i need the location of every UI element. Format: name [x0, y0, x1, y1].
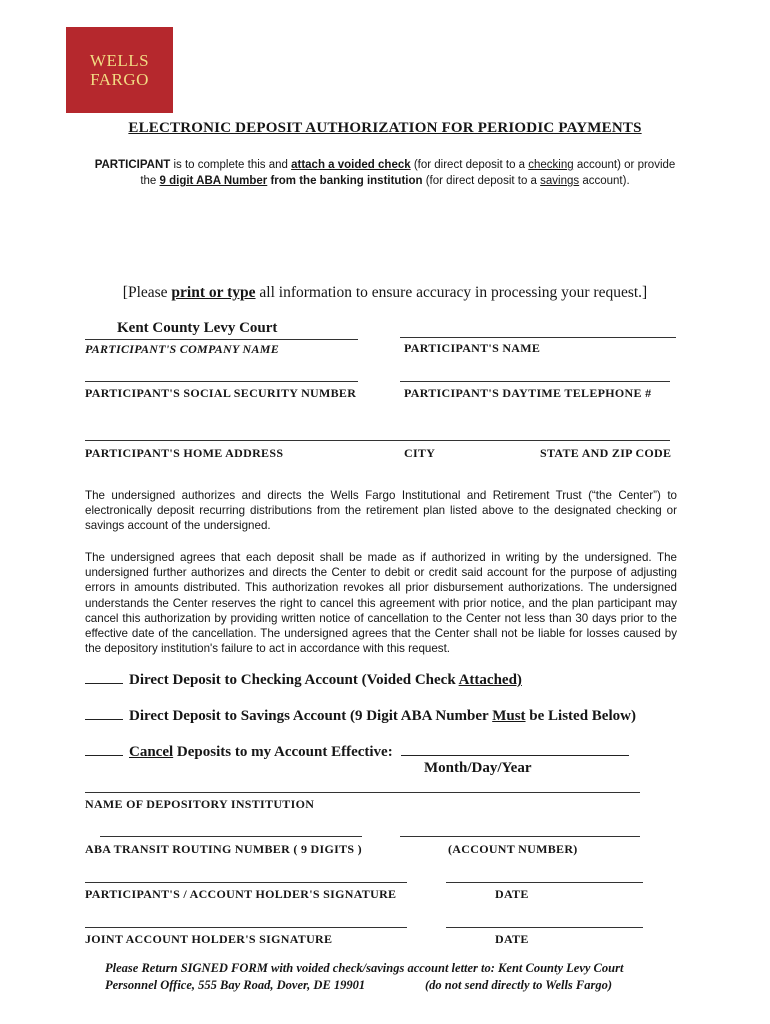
instr-aba: 9 digit ABA Number	[159, 175, 268, 187]
agreement-paragraph: The undersigned agrees that each deposit shall be made as if authorized in writing by the undersigned. The undersigned further authorizes and directs the Center to debit or credit said account for the purpose of adjusting errors in amounts distributed. This authorization revokes all prior disbursement authorizations. The undersigned understands the Center reserves the right to cancel this agreement with prior notice, and the plan participant may cancel this authorization by providing written notice of cancellation to the Center not less than 30 days prior to the effective date of the cancellation. The undersigned agrees that the Center shall not be liable for losses caused by the depository institution's failure to act in accordance with this request.	[85, 551, 677, 656]
checking-blank[interactable]	[85, 683, 123, 684]
instr-text-3: account) or provide	[573, 159, 676, 171]
date-label-1: DATE	[495, 887, 529, 901]
home-address-label: PARTICIPANT'S HOME ADDRESS	[85, 446, 284, 460]
phone-line[interactable]	[400, 381, 670, 382]
authorization-paragraph: The undersigned authorizes and directs the Wells Fargo Institutional and Retirement Trust (“the Center”) to electronically deposit recurring distributions from the retirement plan listed above to the designated checking or savings account of the undersigned.	[85, 489, 677, 533]
instr-checking: checking	[528, 159, 574, 171]
instr-text-1: is to complete this and	[170, 159, 292, 171]
instr-text-5: (for direct deposit to a	[422, 175, 541, 187]
signature-line[interactable]	[85, 882, 407, 883]
savings-blank[interactable]	[85, 719, 123, 720]
month-day-year-label: Month/Day/Year	[424, 760, 532, 776]
state-zip-label: STATE AND ZIP CODE	[540, 446, 672, 460]
instr-text-6: account).	[579, 175, 630, 187]
account-label: (ACCOUNT NUMBER)	[448, 842, 578, 856]
company-name-value[interactable]: Kent County Levy Court	[117, 320, 278, 336]
ssn-line[interactable]	[85, 381, 358, 382]
company-name-line	[85, 339, 358, 340]
instr-bank: from the banking institution	[267, 175, 423, 187]
return-instructions	[105, 960, 623, 994]
account-line[interactable]	[400, 836, 640, 837]
instr-savings: savings	[540, 175, 580, 187]
aba-label: ABA TRANSIT ROUTING NUMBER ( 9 DIGITS )	[85, 842, 362, 856]
date-label-2: DATE	[495, 932, 529, 946]
logo-line-1: WELLS	[89, 51, 150, 70]
signature-label: PARTICIPANT'S / ACCOUNT HOLDER'S SIGNATURE	[85, 887, 397, 901]
return-address: Personnel Office, 555 Bay Road, Dover, DE 19901	[105, 978, 366, 992]
depository-label: NAME OF DEPOSITORY INSTITUTION	[85, 797, 315, 811]
instr-text-2: (for direct deposit to a	[410, 159, 529, 171]
date-line-2[interactable]	[446, 927, 643, 928]
joint-signature-line[interactable]	[85, 927, 407, 928]
phone-label: PARTICIPANT'S DAYTIME TELEPHONE #	[404, 386, 652, 400]
participant-name-label: PARTICIPANT'S NAME	[404, 341, 541, 355]
ssn-label: PARTICIPANT'S SOCIAL SECURITY NUMBER	[85, 386, 357, 400]
date-line-1[interactable]	[446, 882, 643, 883]
option-cancel[interactable]: Cancel Deposits to my Account Effective:	[85, 744, 629, 761]
wells-fargo-logo	[66, 27, 173, 113]
city-label: CITY	[404, 446, 436, 460]
instr-participant: PARTICIPANT	[94, 159, 171, 171]
logo-line-2: FARGO	[90, 70, 149, 89]
effective-date-line[interactable]	[401, 755, 629, 756]
depository-line[interactable]	[85, 792, 640, 793]
option-checking[interactable]: Direct Deposit to Checking Account (Voided Check Attached)	[85, 672, 522, 689]
company-name-label: PARTICIPANT'S COMPANY NAME	[85, 342, 280, 356]
instr-text-4: the	[140, 175, 160, 187]
print-instruction: [Please print or type all information to ensure accuracy in processing your request.]	[122, 284, 648, 301]
joint-signature-label: JOINT ACCOUNT HOLDER'S SIGNATURE	[85, 932, 333, 946]
instr-voided-check: attach a voided check	[291, 159, 411, 171]
option-savings[interactable]: Direct Deposit to Savings Account (9 Digit ABA Number Must be Listed Below)	[85, 708, 636, 725]
participant-name-line[interactable]	[400, 337, 676, 338]
return-note: (do not send directly to Wells Fargo)	[425, 978, 613, 992]
form-title: ELECTRONIC DEPOSIT AUTHORIZATION FOR PERIODIC PAYMENTS	[128, 120, 642, 136]
aba-line[interactable]	[100, 836, 362, 837]
return-line-1: Please Return SIGNED FORM with voided check/savings account letter to: Kent County Levy Court	[105, 961, 624, 975]
address-line[interactable]	[85, 440, 670, 441]
instructions	[85, 157, 685, 189]
cancel-blank[interactable]	[85, 755, 123, 756]
